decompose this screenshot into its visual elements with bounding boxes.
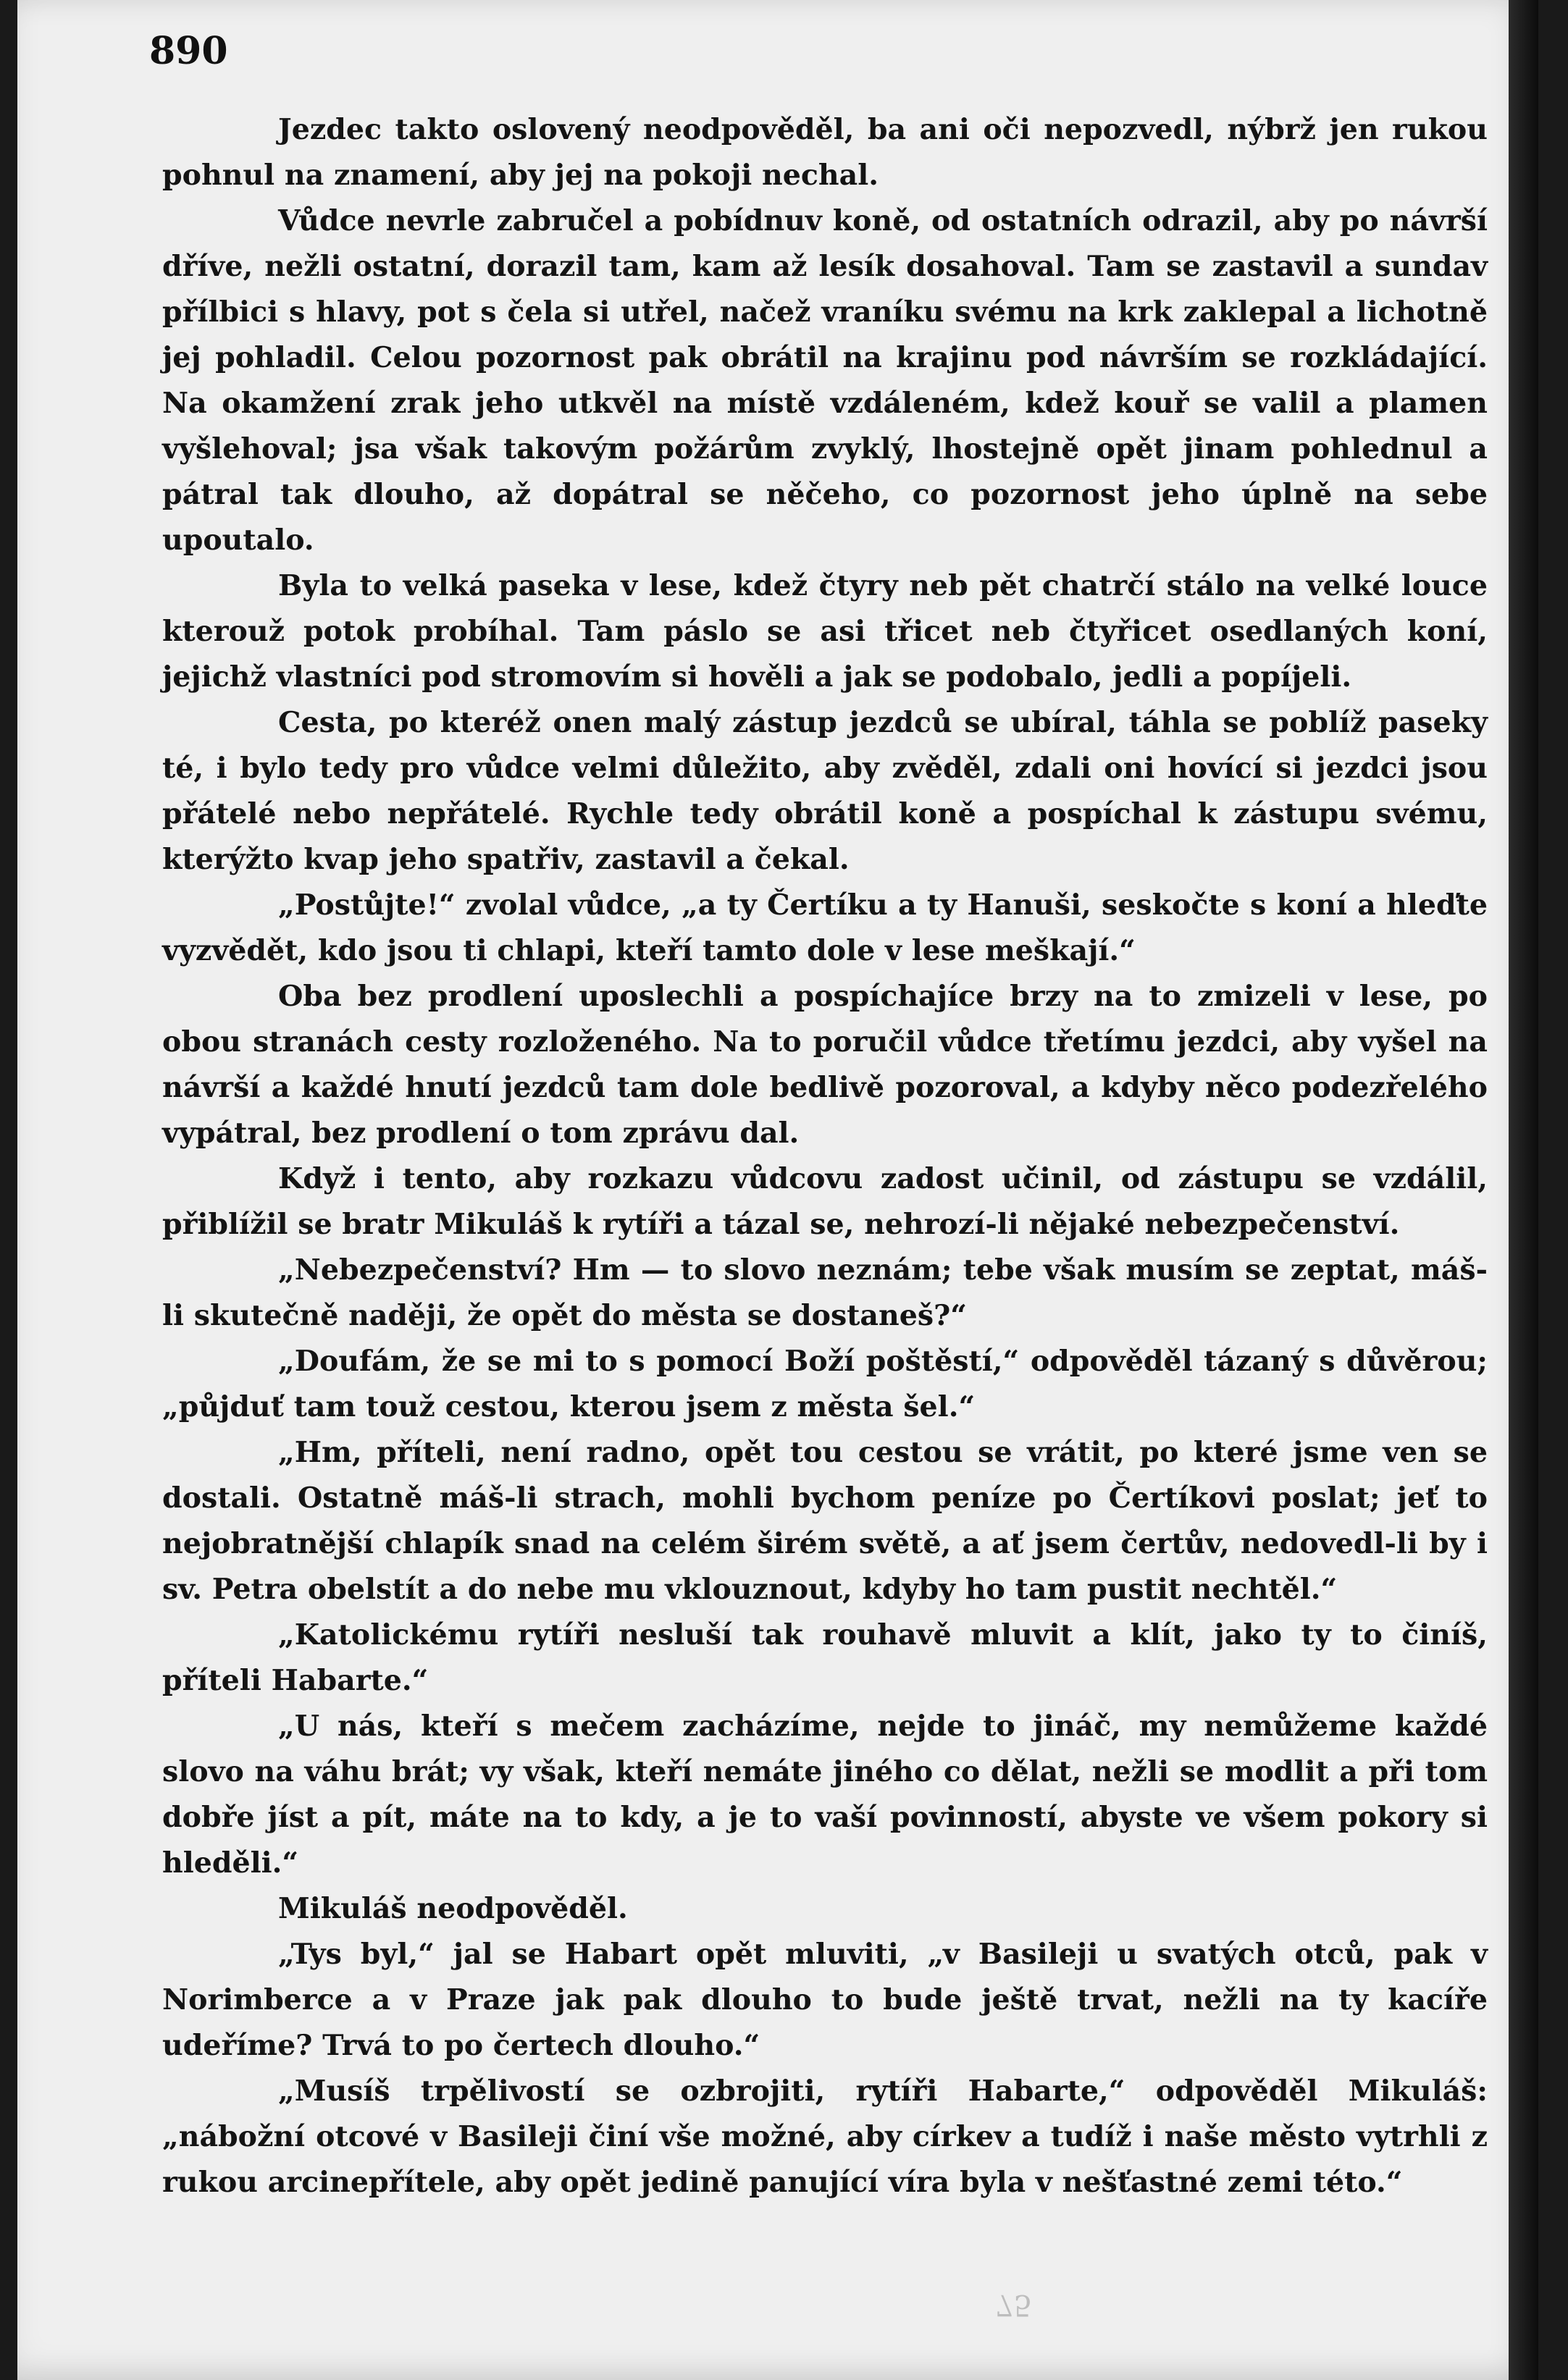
bleed-through-page-number: 75 <box>995 2288 1032 2321</box>
paragraph: „Musíš trpělivostí se ozbrojiti, rytíři Habarte,“ odpověděl Mikuláš: „nábožní otcové v Basileji činí vše možné, aby církev a tudíž i naše město vytrhli z rukou arcinepřítele, aby opět jedině panující víra byla v nešťastné zemi této.“ <box>162 2074 1488 2199</box>
paragraph: Vůdce nevrle zabručel a pobídnuv koně, od ostatních odrazil, aby po návrší dříve, nežli ostatní, dorazil tam, kam až lesík dosahoval. Tam se zastavil a sundav přílbici s hlavy, pot s čela si utřel, načež vraníku svému na krk zaklepal a lichotně jej pohladil. Celou pozornost pak obrátil na krajinu pod návrším se rozkládající. Na okamžení zrak jeho utkvěl na místě vzdáleném, kdež kouř se valil a plamen vyšlehoval; jsa však takovým požárům zvyklý, lhostejně opět jinam pohlednul a pátral tak dlouho, až dopátral se něčeho, co pozornost jeho úplně na sebe upoutalo. <box>162 204 1488 557</box>
paragraph: „Nebezpečenství? Hm — to slovo neznám; tebe však musím se zeptat, máš-li skutečně naději, že opět do města se dostaneš?“ <box>162 1253 1488 1332</box>
paragraph: Když i tento, aby rozkazu vůdcovu zadost učinil, od zástupu se vzdálil, přiblížil se bratr Mikuláš k rytíři a tázal se, nehrozí-li nějaké nebezpečenství. <box>162 1162 1488 1241</box>
paragraph: „Postůjte!“ zvolal vůdce, „a ty Čertíku a ty Hanuši, seskočte s koní a hleďte vyzvědět, kdo jsou ti chlapi, kteří tamto dole v lese meškají.“ <box>162 888 1488 967</box>
page-number: 890 <box>149 29 228 73</box>
paragraph: Mikuláš neodpověděl. <box>278 1892 628 1925</box>
paragraph: „U nás, kteří s mečem zacházíme, nejde to jináč, my nemůžeme každé slovo na váhu brát; vy však, kteří nemáte jiného co dělat, nežli se modlit a při tom dobře jíst a pít, máte na to kdy, a je to vaší povinností, abyste ve všem pokory si hleděli.“ <box>162 1710 1488 1880</box>
paragraph: „Hm, příteli, není radno, opět tou cestou se vrátit, po které jsme ven se dostali. Ostatně máš-li strach, mohli bychom peníze po Čertíkovi poslat; jeť to nejobratnější chlapík snad na celém širém světě, a ať jsem čertův, nedovedl-li by i sv. Petra obelstít a do nebe mu vklouznout, kdyby ho tam pustit nechtěl.“ <box>162 1436 1488 1606</box>
paragraph: Cesta, po kteréž onen malý zástup jezdců se ubíral, táhla se poblíž paseky té, i bylo tedy pro vůdce velmi důležito, aby zvěděl, zdali oni hovící si jezdci jsou přátelé nebo nepřátelé. Rychle tedy obrátil koně a pospíchal k zástupu svému, kterýžto kvap jeho spatřiv, zastavil a čekal. <box>162 706 1488 876</box>
page-edge-shadow <box>1509 0 1538 2380</box>
text-body <box>162 107 1488 2206</box>
paragraph: Jezdec takto oslovený neodpověděl, ba ani oči nepozvedl, nýbrž jen rukou pohnul na znamení, aby jej na pokoji nechal. <box>162 113 1488 192</box>
paragraph: Byla to velká paseka v lese, kdež čtyry neb pět chatrčí stálo na velké louce kterouž potok probíhal. Tam páslo se asi třicet neb čtyřicet osedlaných koní, jejichž vlastníci pod stromovím si hověli a jak se podobalo, jedli a popíjeli. <box>162 569 1488 694</box>
paragraph: „Doufám, že se mi to s pomocí Boží poštěstí,“ odpověděl tázaný s důvěrou; „půjduť tam touž cestou, kterou jsem z města šel.“ <box>162 1345 1488 1424</box>
book-page <box>17 0 1538 2380</box>
paragraph: Oba bez prodlení uposlechli a pospíchajíce brzy na to zmizeli v lese, po obou stranách cesty rozloženého. Na to poručil vůdce třetímu jezdci, aby vyšel na návrší a každé hnutí jezdců tam dole bedlivě pozoroval, a kdyby něco podezřelého vypátral, bez prodlení o tom zprávu dal. <box>162 980 1488 1150</box>
paragraph: „Tys byl,“ jal se Habart opět mluviti, „v Basileji u svatých otců, pak v Norimberce a v Praze jak pak dlouho to bude ještě trvat, nežli na ty kacíře udeříme? Trvá to po čertech dlouho.“ <box>162 1938 1488 2062</box>
paragraph: „Katolickému rytíři nesluší tak rouhavě mluvit a klít, jako ty to činíš, příteli Habarte.“ <box>162 1618 1488 1697</box>
